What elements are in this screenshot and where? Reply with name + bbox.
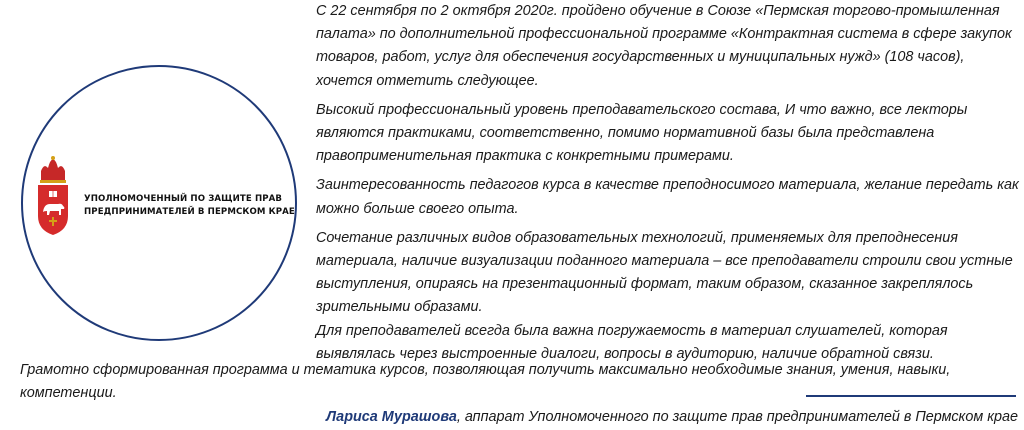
article-paragraph: С 22 сентября по 2 октября 2020г. пройдено обучение в Союзе «Пермская торгово-промышленная палата» по дополнительной профессиональной программе «Контрактная система в сфере закупок товаров, работ, услуг для обеспечения государственных и муниципальных нужд» (108 часов), хочется отметить следующее. (316, 3, 1012, 89)
signature-role: , аппарат Уполномоченного по защите прав предпринимателей в Пермском крае (456, 409, 1018, 425)
article-closing-paragraph: Грамотно сформированная программа и тематика курсов, позволяющая получить максимально необходимые знания, умения, навыки, компетенции. (20, 362, 951, 402)
signature (326, 407, 1018, 427)
article-paragraph: Заинтересованность педагогов курса в качестве преподносимого материала, желание передать как можно больше своего опыта. (316, 177, 1019, 217)
logo-title-line-1: УПОЛНОМОЧЕННЫЙ ПО ЗАЩИТЕ ПРАВ (84, 194, 283, 204)
article-body (316, 0, 1022, 372)
article-paragraph: Сочетание различных видов образовательных технологий, применяемых для преподнесения материала, наличие визуализации поданного материала – все преподаватели строили свои устные выступления, опираясь на презентационный формат, таким образом, сказанное закреплялось зрительными образами. (316, 229, 1013, 316)
article-paragraph: Для преподавателей всегда была важна погружаемость в материал слушателей, которая выявлялась через выстроенные диалоги, вопросы в аудиторию, наличие обратной связи. (316, 322, 948, 362)
article-paragraph: Высокий профессиональный уровень преподавательского состава, И что важно, все лекторы являются практиками, соответственно, помимо нормативной базы была представлена правоприменительная практика с конкретными примерами. (316, 101, 968, 165)
logo-title (84, 193, 294, 219)
perm-krai-coat-of-arms-icon (35, 154, 71, 236)
logo-title-line-2: ПРЕДПРИНИМАТЕЛЕЙ В ПЕРМСКОМ КРАЕ (84, 207, 295, 217)
signature-divider (806, 395, 1016, 397)
signature-name: Лариса Мурашова (326, 409, 457, 425)
